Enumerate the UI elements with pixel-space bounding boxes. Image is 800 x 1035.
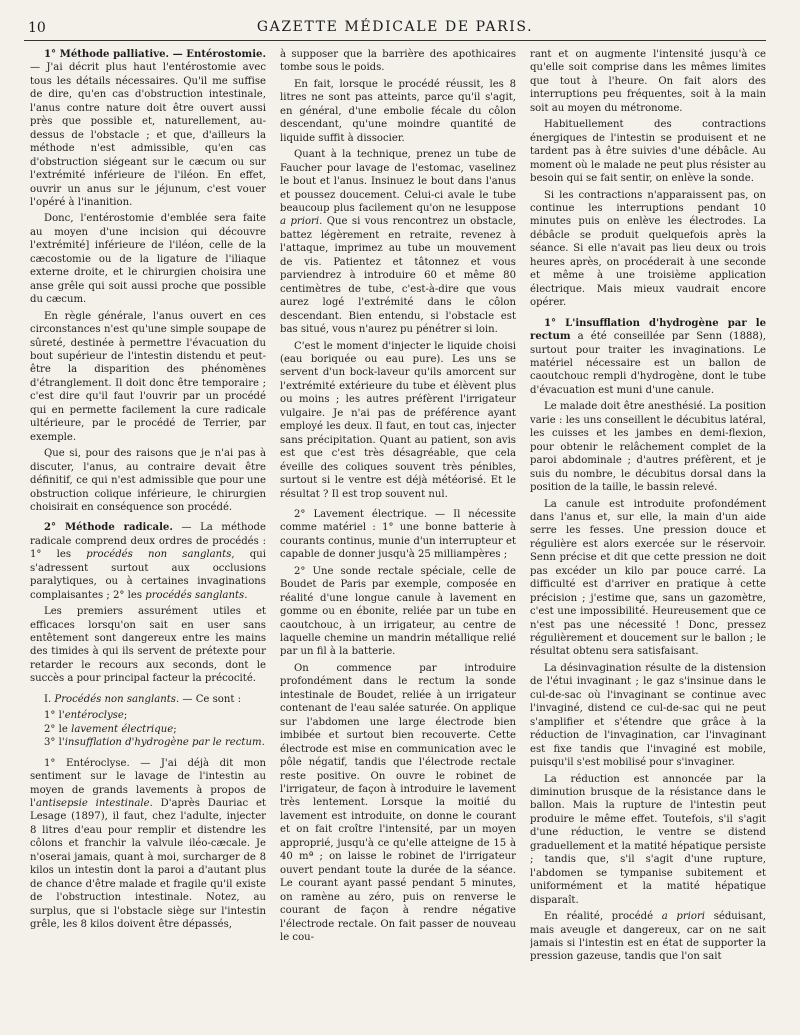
paragraph: Le malade doit être anesthésié. La position varie : les uns conseillent le décubitus latéral, les cuisses et les jambes en demi-flexion, pour obtenir le relâchement complet de la paroi abdominale ; d'autres préfèrent, et je suis du nombre, le décubitus dorsal dans la position de la taille, le bassin relevé. bbox=[530, 401, 766, 494]
subsection-heading: I. Procédés non sanglants. — Ce sont : bbox=[44, 693, 242, 705]
paragraph: rant et on augmente l'intensité jusqu'à ce qu'elle soit comprise dans les mêmes limites que tout à l'heure. On fait alors des interruptions peu fréquentes, soit à la main soit au moyen du métronome. bbox=[530, 49, 766, 114]
page-number: 10 bbox=[28, 20, 46, 36]
paragraph: Si les contractions n'apparaissent pas, on continue les interruptions pendant 10 minutes puis on enlève les électrodes. La débâcle se produit quelquefois après la séance. Si elle n'avait pas lieu deux ou trois heures après, on procéderait à une seconde et même à une troisième application électrique. Mais mieux vaudrait encore opérer. bbox=[530, 189, 766, 309]
paragraph: C'est le moment d'injecter le liquide choisi (eau boriquée ou eau pure). Les uns se servent d'un bock-laveur qu'ils amorcent sur l'extrémité extérieure du tube et élèvent plus ou moins ; les autres préfèrent l'irrigateur vulgaire. Je n'ai pas de préférence ayant employé les deux. Il faut, en tout cas, injecter sans précipitation. Quant au patient, son avis est que c'est très désagréable, que cela éveille des coliques souvent très pénibles, surtout si le ventre est déjà météorisé. Et le résultat ? Il est trop souvent nul. bbox=[280, 340, 516, 500]
paragraph: On commence par introduire profondément dans le rectum la sonde intestinale de Boudet, reliée à un irrigateur contenant de l'eau salée saturée. On applique sur l'abdomen une large électrode bien imbibée et surtout bien recouverte. Cette électrode est mise en communication avec le pôle négatif, tandis que l'électrode rectale reste positive. On ouvre le robinet de l'irrigateur, de façon à introduire le lavement très lentement. Lorsque la moitié du lavement est introduite, on donne le courant et on fait croître l'intensité, par un moyen approprié, jusqu'à ce qu'elle atteigne de 15 à 40 mª ; on laisse le robinet de l'irrigateur ouvert pendant toute la durée de la séance. Le courant ayant passé pendant 5 minutes, on ramène au zéro, puis on renverse le courant de façon à rendre négative l'électrode rectale. On fait passer de nouveau le cou- bbox=[280, 662, 516, 943]
paragraph: Les premiers assurément utiles et efficaces lorsqu'on sait en user sans entêtement sont dangereux entre les mains des timides à qui ils servent de prétexte pour retarder le recours aux seconds, dont le succès a pour principal facteur la précocité. bbox=[30, 606, 266, 685]
list-item: 2° le lavement électrique; bbox=[44, 723, 177, 735]
column-3 bbox=[530, 48, 766, 1028]
paragraph: 2° Méthode radicale. — La méthode radicale comprend deux ordres de procédés : 1° les procédés non sanglants, qui s'adressent surtout aux occlusions paralytiques, ou à certaines invaginations complaisantes ; 2° les procédés sanglants. bbox=[30, 522, 266, 601]
paragraph: 2° Une sonde rectale spéciale, celle de Boudet de Paris par exemple, composée en réalité d'une longue canule à lavement en gomme ou en ébonite, reliée par un tube en caoutchouc, à un irrigateur, au centre de laquelle chemine un mandrin métallique relié par un fil à la batterie. bbox=[280, 565, 516, 658]
paragraph: Que si, pour des raisons que je n'ai pas à discuter, l'anus, au contraire devait être définitif, ce qui n'est admissible que pour une obstruction colique inférieure, le chirurgien choisirait en conséquence son procédé. bbox=[30, 448, 266, 513]
paragraph: 1° L'insufflation d'hydrogène par le rectum a été conseillée par Senn (1888), surtout pour traiter les invaginations. Le matériel nécessaire est un ballon de caoutchouc rempli d'hydrogène, dont le tube d'évacuation est muni d'une canule. bbox=[530, 317, 766, 396]
paragraph: En fait, lorsque le procédé réussit, les 8 litres ne sont pas atteints, parce qu'il s'agit, en général, d'une embolie fécale du côlon descendant, qu'une moindre quantité de liquide suffit à dissocier. bbox=[280, 78, 516, 144]
paragraph: La canule est introduite profondément dans l'anus et, sur elle, la main d'un aide serre les fesses. Une pression douce et régulière est alors exercée sur le réservoir. Senn précise et dit que cette pression ne doit pas excéder un kilo par pouce carré. La difficulté est d'arriver en pratique à cette précision ; j'estime que, sans un gazomètre, c'est une impossibilité. Heureusement que ce n'est pas une nécessité ! Donc, pressez régulièrement et doucement sur le ballon ; le résultat obtenu sera satisfaisant. bbox=[530, 498, 766, 658]
column-2 bbox=[280, 48, 516, 1028]
text-columns bbox=[30, 48, 768, 1028]
paragraph: La réduction est annoncée par la diminution brusque de la résistance dans le ballon. Mais la rupture de l'intestin peut produire le même effet. Toutefois, s'il s'agit d'une réduction, le ventre se distend graduellement et la matité hépatique persiste ; tandis que, s'il s'agit d'une rupture, l'abdomen se tympanise subitement et uniformément et la matité hépatique disparaît. bbox=[530, 773, 766, 906]
paragraph: 1° Entéroclyse. — J'ai déjà dit mon sentiment sur le lavage de l'intestin au moyen de grands lavements à propos de l'antisepsie intestinale. D'après Dauriac et Lesage (1897), il faut, chez l'adulte, injecter 8 litres d'eau pour remplir et distendre les côlons et franchir la valvule iléo-cæcale. Je n'oserai jamais, quant à moi, surcharger de 8 kilos un intestin dont la paroi a d'autant plus de chance d'être malade et fragile qu'il existe de l'obstruction intestinale. Notez, au surplus, que si l'obstacle siège sur l'intestin grêle, les 8 kilos doivent être dépassés, bbox=[30, 757, 266, 931]
section-heading: 2° Lavement électrique. bbox=[294, 508, 428, 520]
paragraph: à supposer que la barrière des apothicaires tombe sous le poids. bbox=[280, 49, 516, 74]
paragraph: Habituellement des contractions énergiques de l'intestin se produisent et ne tardent pas à être suivies d'une débâcle. Au moment où le malade ne peut plus résister au besoin qui se fait sentir, on enlève la sonde. bbox=[530, 119, 766, 185]
journal-title: GAZETTE MÉDICALE DE PARIS. bbox=[256, 19, 534, 35]
paragraph: 2° Lavement électrique. — Il nécessite comme matériel : 1° une bonne batterie à courants continus, munie d'un interrupteur et capable de donner jusqu'à 25 milliampères ; bbox=[280, 508, 516, 561]
column-1 bbox=[30, 48, 266, 1028]
paragraph: Donc, l'entérostomie d'emblée sera faite au moyen d'une incision qui découvre l'extrémité] inférieure de l'iléon, celle de la cæcostomie ou de la ligature de l'iliaque externe droite, et le chirurgien choisira une anse grêle qui soit aussi proche que possible du cæcum. bbox=[30, 213, 266, 306]
paragraph: Quant à la technique, prenez un tube de Faucher pour lavage de l'estomac, vaselinez le bout et l'anus. Insinuez le bout dans l'anus et poussez doucement. Celui-ci avale le tube beaucoup plus facilement qu'on ne lesuppose a priori. Que si vous rencontrez un obstacle, battez légèrement en retraite, revenez à l'attaque, imprimez au tube un mouvement de vis. Patientez et tâtonnez et vous parviendrez à introduire 60 et même 80 centimètres de tube, c'est-à-dire que vous aurez logé l'extrémité dans le côlon descendant. Bien entendu, si l'obstacle est bas situé, vous n'aurez pu pénétrer si loin. bbox=[280, 149, 516, 336]
paragraph: En règle générale, l'anus ouvert en ces circonstances n'est qu'une simple soupape de sûreté, destinée à permettre l'évacuation du bout supérieur de l'intestin distendu et peut-être la disparition des phénomènes d'étranglement. Il doit donc être temporaire ; c'est dire qu'il faut l'ouvrir par un procédé qui en permette facilement la cure radicale ultérieure, par le procédé de Terrier, par exemple. bbox=[30, 310, 266, 443]
list-item: 1° l'entéroclyse; bbox=[44, 710, 128, 722]
page-header bbox=[24, 14, 766, 41]
procedure-list bbox=[30, 709, 266, 749]
paragraph: La désinvagination résulte de la distension de l'étui invaginant ; le gaz s'insinue dans le cul-de-sac où l'invaginant se continue avec l'invaginé, distend ce cul-de-sac qui ne peut s'amplifier et s'étendre que grâce à la réduction de l'invagination, car l'invaginant est fixe tandis que l'invaginé est mobile, puisqu'il s'est mobilisé pour s'invaginer. bbox=[530, 662, 766, 769]
section-heading: 1° Entéroclyse. bbox=[44, 757, 130, 769]
section-heading: 1° Méthode palliative. — Entérostomie. bbox=[44, 49, 266, 60]
section-heading: 1° L'insufflation d'hydrogène par le rectum bbox=[530, 317, 766, 343]
paragraph: 1° Méthode palliative. — Entérostomie. — J'ai décrit plus haut l'entérostomie avec tous les détails nécessaires. Qu'il me suffise de dire, qu'en cas d'obstruction intestinale, l'anus contre nature doit être ouvert aussi près que possible et, naturellement, au-dessus de l'obstacle ; et que, d'ailleurs la méthode n'est admissible, qu'en cas d'obstruction siégeant sur le cæcum ou sur l'extrémité inférieure de l'iléon. En effet, ouvrir un anus sur le jéjunum, c'est vouer l'opéré à l'inanition. bbox=[30, 49, 266, 208]
list-item: 3° l'insufflation d'hydrogène par le rectum. bbox=[44, 737, 265, 749]
paragraph: En réalité, procédé a priori séduisant, mais aveugle et dangereux, car on ne sait jamais si l'intestin est en état de supporter la pression gazeuse, tandis que l'on sait bbox=[530, 911, 766, 963]
section-heading: 2° Méthode radicale. bbox=[44, 522, 173, 534]
